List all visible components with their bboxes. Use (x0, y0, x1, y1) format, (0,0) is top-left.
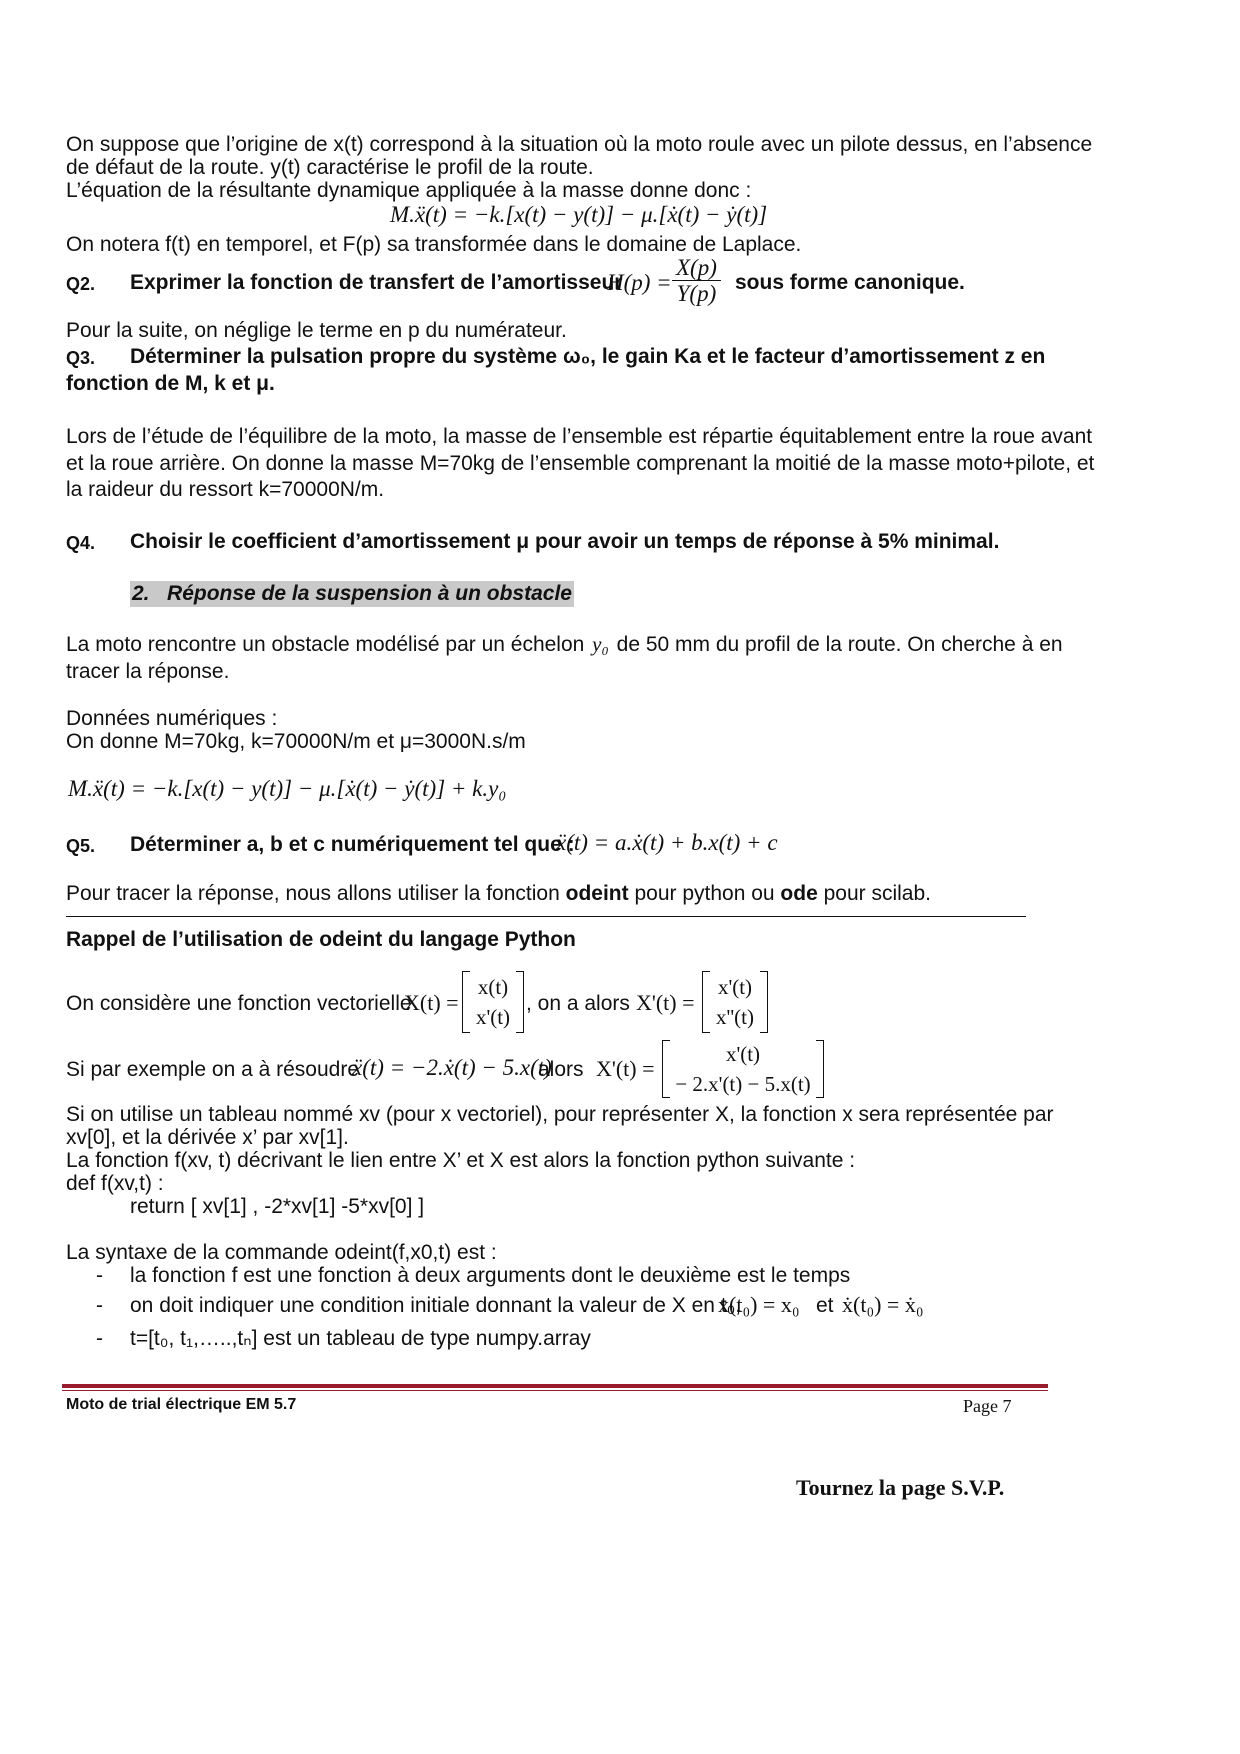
X-lhs: X(t) = (404, 990, 459, 1015)
obstacle-text-b: de 50 mm du profil de la route. On cherche à en (616, 633, 1063, 656)
example-equation: ẍ(t) = −2.ẋ(t) − 5.x(t) (352, 1055, 552, 1080)
obstacle-equation: M.ẍ(t) = −k.[x(t) − y(t)] − μ.[ẋ(t) − ẏ(t)] + k.y₀ (68, 776, 507, 801)
example-intro: Si par exemple on a à résoudre (66, 1058, 360, 1081)
footer-rule-thin (62, 1390, 1048, 1391)
intro-line-3: L’équation de la résultante dynamique appliquée à la masse donne donc : (66, 179, 752, 202)
condition-et: et (816, 1294, 834, 1317)
dynamic-equation: M.ẍ(t) = −k.[x(t) − y(t)] − μ.[ẋ(t) − ẏ(t)] (390, 202, 768, 227)
bullet-dash-1: - (96, 1264, 103, 1287)
tableau-line-1: Si on utilise un tableau nommé xv (pour x vectoriel), pour représenter X, la fonction x sera représentée par (66, 1103, 1054, 1126)
function-description: La fonction f(xv, t) décrivant le lien entre X’ et X est alors la fonction python suivante : (66, 1149, 856, 1172)
Xp-top: x'(t) (717, 975, 753, 999)
Xp-bottom: x''(t) (716, 1005, 754, 1029)
transfer-denominator: Y(p) (676, 281, 717, 306)
code-return-line: return [ xv[1] , -2*xv[1] -5*xv[0] ] (130, 1195, 425, 1218)
example-lhs: X'(t) = (596, 1056, 655, 1081)
q2-number: Q2. (66, 274, 96, 294)
footer-document-title: Moto de trial électrique EM 5.7 (66, 1396, 297, 1413)
condition-x0: x(t₀) = x₀ (718, 1292, 800, 1317)
section-2-number: 2. (132, 582, 150, 605)
vector-intro: On considère une fonction vectorielle (66, 992, 412, 1015)
q4-number: Q4. (66, 533, 96, 553)
numerator-note: Pour la suite, on néglige le terme en p du numérateur. (66, 319, 567, 342)
trace-text-a: Pour tracer la réponse, nous allons utiliser la fonction (66, 882, 560, 905)
transfer-function-fraction (672, 256, 721, 307)
q5-text: Déterminer a, b et c numériquement tel que : (130, 833, 575, 856)
trace-text-c: pour python ou (634, 882, 775, 905)
example-bottom: − 2.x'(t) − 5.x(t) (675, 1072, 811, 1096)
q5-equation: ẍ(t) = a.ẋ(t) + b.x(t) + c (556, 830, 778, 855)
q4-text: Choisir le coefficient d’amortissement μ pour avoir un temps de réponse à 5% minimal. (130, 530, 1000, 553)
trace-sentence (66, 881, 931, 907)
obstacle-line-1 (66, 631, 1063, 658)
donnees-title: Données numériques : (66, 707, 278, 730)
rappel-title: Rappel de l’utilisation de odeint du langage Python (66, 928, 576, 951)
intro-line-1: On suppose que l’origine de x(t) correspond à la situation où la moto roule avec un pilote dessus, en l’absence (66, 133, 1093, 156)
transfer-function-lhs: H(p) = (607, 270, 672, 295)
section-2-heading (130, 581, 574, 607)
section-divider (66, 916, 1026, 917)
transfer-numerator: X(p) (672, 256, 721, 281)
example-vector (662, 1040, 824, 1098)
bullet-3: t=[t₀, t₁,…..,tₙ] est un tableau de type numpy.array (130, 1327, 591, 1350)
syntax-intro: La syntaxe de la commande odeint(f,x0,t) est : (66, 1241, 497, 1264)
X-bottom: x'(t) (475, 1005, 511, 1029)
condition-xdot0: ẋ(t₀) = ẋ₀ (842, 1292, 924, 1317)
bullet-dash-2: - (96, 1294, 103, 1317)
q3-number: Q3. (66, 348, 96, 368)
footer-page-number: Page 7 (963, 1396, 1012, 1416)
tableau-line-2: xv[0], et la dérivée x’ par xv[1]. (66, 1126, 349, 1149)
odeint-keyword: odeint (565, 882, 629, 905)
section-2-title: Réponse de la suspension à un obstacle (167, 582, 572, 605)
code-def-line: def f(xv,t) : (66, 1172, 164, 1195)
intro-line-2: de défaut de la route. y(t) caractérise le profil de la route. (66, 156, 594, 179)
ode-keyword: ode (780, 882, 818, 905)
equilibre-line-1: Lors de l’étude de l’équilibre de la moto, la masse de l’ensemble est répartie équitablement entre la roue avant (66, 425, 1093, 448)
Xp-vector (702, 971, 768, 1033)
bullet-2: on doit indiquer une condition initiale donnant la valeur de X en t₀, (130, 1294, 742, 1317)
q5-number: Q5. (66, 836, 96, 856)
example-alors: alors (538, 1058, 584, 1081)
trace-text-e: pour scilab. (823, 882, 931, 905)
X-vector (462, 971, 524, 1033)
bullet-1: la fonction f est une fonction à deux arguments dont le deuxième est le temps (130, 1264, 851, 1287)
q3-line-2: fonction de M, k et μ. (66, 372, 275, 395)
X-top: x(t) (477, 975, 509, 999)
turn-page-note: Tournez la page S.V.P. (796, 1475, 1005, 1500)
vector-connector: , on a alors (526, 992, 630, 1015)
q2-text: Exprimer la fonction de transfert de l’amortisseur (130, 271, 623, 294)
q3-line-1: Déterminer la pulsation propre du système ω₀, le gain Ka et le facteur d’amortissement z en (130, 345, 1046, 368)
equilibre-line-2: et la roue arrière. On donne la masse M=70kg de l’ensemble comprenant la moitié de la masse moto+pilote, et (66, 452, 1095, 475)
step-y0: y₀ (592, 632, 609, 656)
obstacle-line-2: tracer la réponse. (66, 660, 230, 683)
obstacle-text-a: La moto rencontre un obstacle modélisé par un échelon (66, 633, 585, 656)
intro-line-4: On notera f(t) en temporel, et F(p) sa transformée dans le domaine de Laplace. (66, 233, 802, 256)
bullet-dash-3: - (96, 1327, 103, 1350)
Xp-lhs: X'(t) = (636, 990, 695, 1015)
q2-text-after: sous forme canonique. (735, 271, 965, 294)
footer-rule-thick (62, 1384, 1048, 1388)
donnees-values: On donne M=70kg, k=70000N/m et μ=3000N.s/m (66, 730, 526, 753)
example-top: x'(t) (725, 1042, 761, 1066)
equilibre-line-3: la raideur du ressort k=70000N/m. (66, 478, 385, 501)
